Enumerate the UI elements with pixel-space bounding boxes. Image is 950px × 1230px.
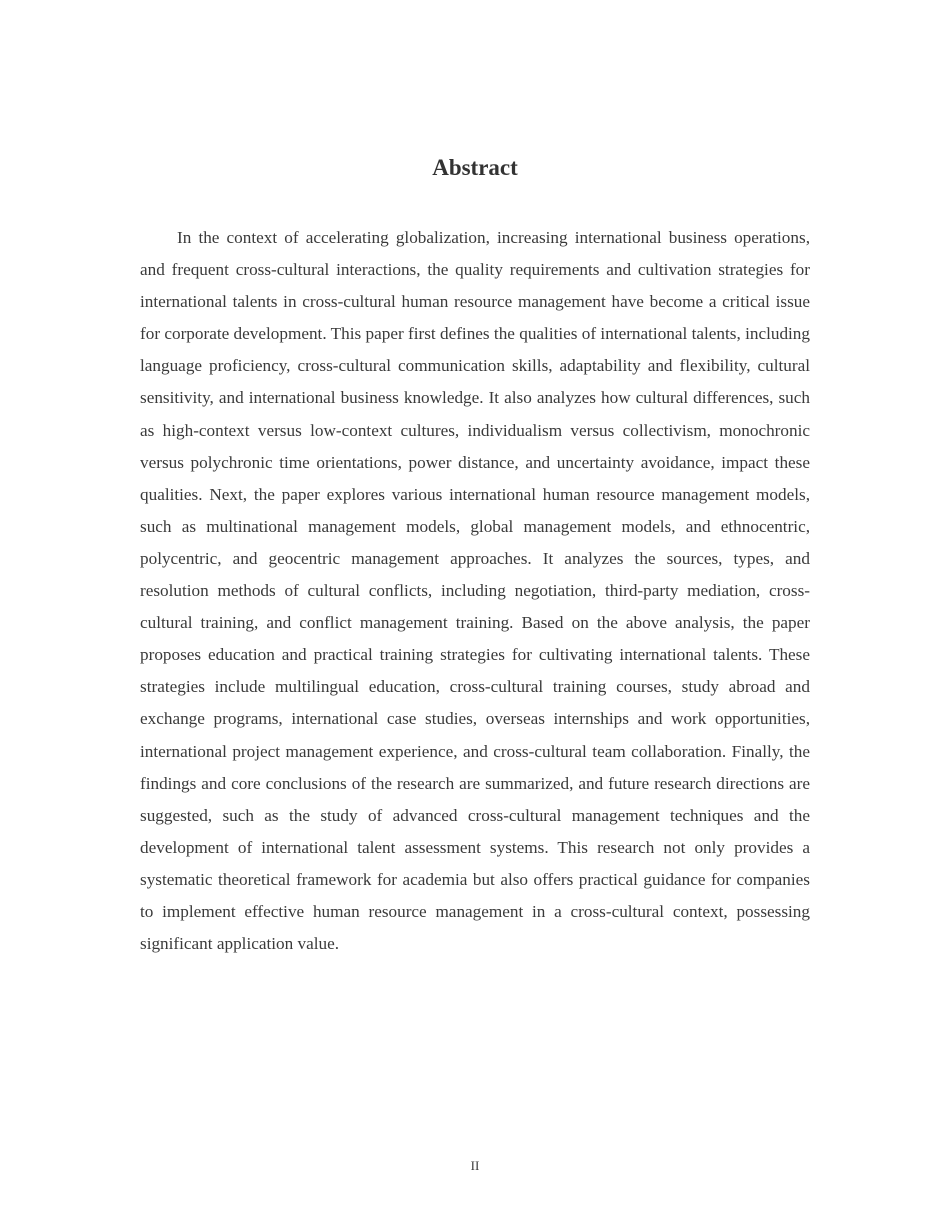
- page-number: II: [470, 1158, 480, 1173]
- abstract-paragraph: In the context of accelerating globalization, increasing international business operations, and frequent cross-cultural interactions, the quality requirements and cultivation strategies for international talents in cross-cultural human resource management have become a critical issue for corporate development. This paper first defines the qualities of international talents, including language proficiency, cross-cultural communication skills, adaptability and flexibility, cultural sensitivity, and international business knowledge. It also analyzes how cultural differences, such as high-context versus low-context cultures, individualism versus collectivism, monochronic versus polychronic time orientations, power distance, and uncertainty avoidance, impact these qualities. Next, the paper explores various international human resource management models, such as multinational management models, global management models, and ethnocentric, polycentric, and geocentric management approaches. It analyzes the sources, types, and resolution methods of cultural conflicts, including negotiation, third-party mediation, cross-cultural training, and conflict management training. Based on the above analysis, the paper proposes education and practical training strategies for cultivating international talents. These strategies include multilingual education, cross-cultural training courses, study abroad and exchange programs, international case studies, overseas internships and work opportunities, international project management experience, and cross-cultural team collaboration. Finally, the findings and core conclusions of the research are summarized, and future research directions are suggested, such as the study of advanced cross-cultural management techniques and the development of international talent assessment systems. This research not only provides a systematic theoretical framework for academia but also offers practical guidance for companies to implement effective human resource management in a cross-cultural context, possessing significant application value.: [140, 228, 810, 954]
- abstract-title: Abstract: [432, 155, 518, 180]
